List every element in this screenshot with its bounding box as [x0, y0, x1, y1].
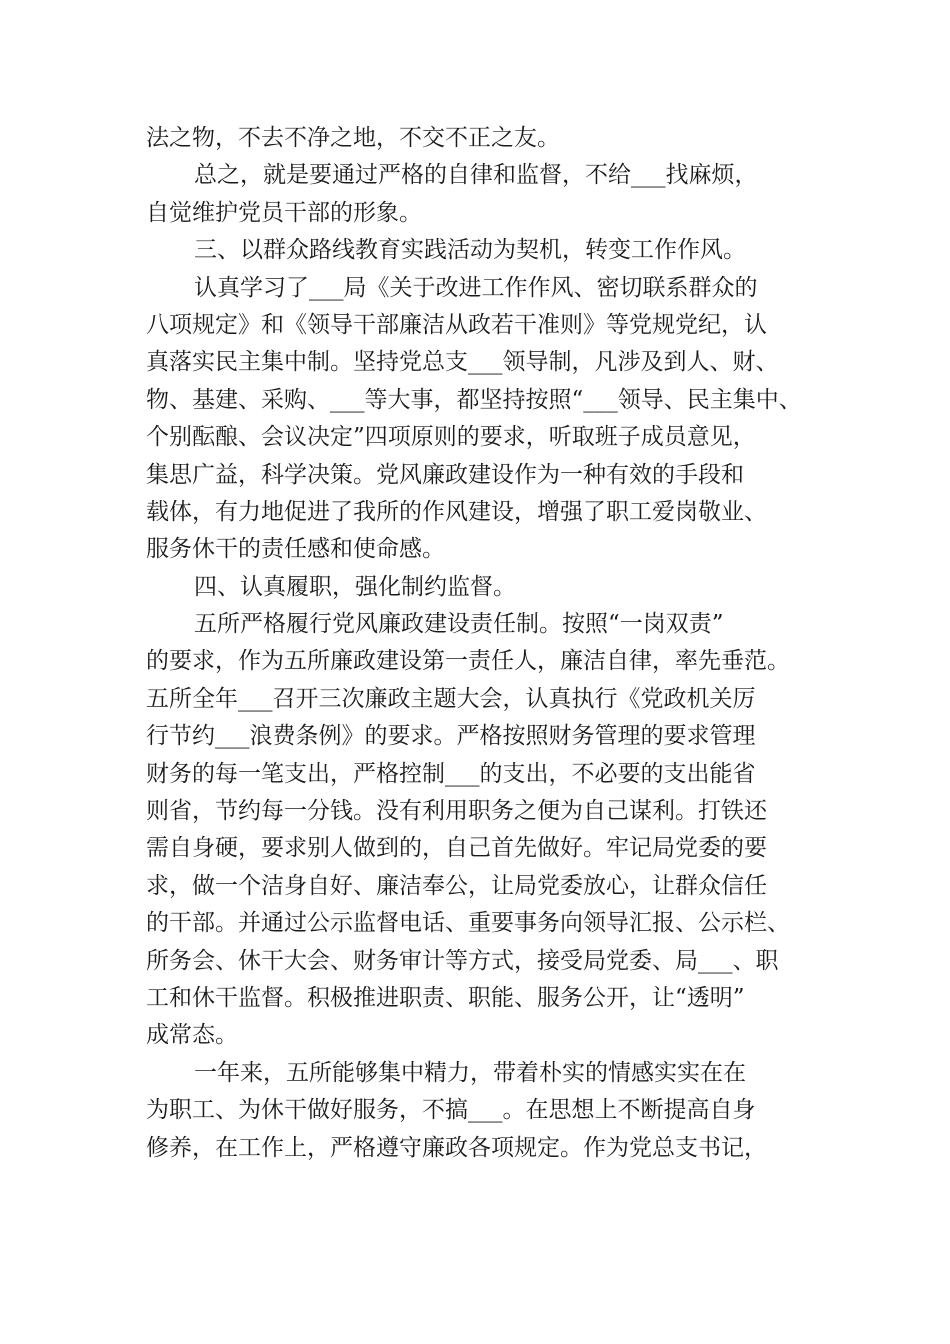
- text-line: 法之物，不去不净之地，不交不正之友。: [146, 125, 560, 151]
- text-line: 则省，节约每一分钱。没有利用职务之便为自己谋利。打铁还: [146, 798, 767, 825]
- text-line: 行节约___浪费条例》的要求。严格按照财务管理的要求管理: [146, 723, 756, 750]
- text-line: 修养，在工作上，严格遵守廉政各项规定。作为党总支书记，: [146, 1134, 767, 1161]
- text-line: 工和休干监督。积极推进职责、职能、服务公开，让“透明”: [146, 984, 745, 1011]
- text-line: 成常态。: [146, 1022, 238, 1049]
- text-line: 求，做一个洁身自好、廉洁奉公，让局党委放心，让群众信任: [146, 872, 767, 899]
- text-line: 的要求，作为五所廉政建设第一责任人，廉洁自律，率先垂范。: [146, 648, 790, 675]
- text-line: 载体，有力地促进了我所的作风建设，增强了职工爱岗敬业、: [146, 498, 767, 525]
- text-line: 的干部。并通过公示监督电话、重要事务向领导汇报、公示栏、: [146, 910, 790, 937]
- text-line: 所务会、休干大会、财务审计等方式，接受局党委、局___、职: [146, 947, 779, 974]
- document-body: [146, 120, 818, 1167]
- text-line: 个别酝酿、会议决定”四项原则的要求，听取班子成员意见，: [146, 424, 756, 451]
- text-line: 八项规定》和《领导干部廉洁从政若干准则》等党规党纪，认: [146, 311, 767, 338]
- text-line: 总之，就是要通过严格的自律和监督，不给___找麻烦，: [194, 162, 758, 189]
- text-line: 服务休干的责任感和使命感。: [146, 536, 445, 563]
- text-line: 真落实民主集中制。坚持党总支___领导制，凡涉及到人、财、: [146, 349, 779, 376]
- text-line: 四、认真履职，强化制约监督。: [194, 573, 516, 600]
- text-line: 需自身硬，要求别人做到的，自己首先做好。牢记局党委的要: [146, 835, 767, 862]
- text-line: 一年来，五所能够集中精力，带着朴实的情感实实在在: [194, 1059, 746, 1086]
- text-line: 自觉维护党员干部的形象。: [146, 199, 422, 226]
- text-line: 为职工、为休干做好服务，不搞___。在思想上不断提高自身: [146, 1097, 756, 1124]
- text-line: 物、基建、采购、___等大事，都坚持按照“___领导、民主集中、: [146, 386, 802, 413]
- text-line: 五所全年___召开三次廉政主题大会，认真执行《党政机关厉: [146, 685, 756, 712]
- text-line: 财务的每一笔支出，严格控制___的支出，不必要的支出能省: [146, 760, 756, 787]
- text-line: 集思广益，科学决策。党风廉政建设作为一种有效的手段和: [146, 461, 744, 488]
- text-line: 认真学习了___局《关于改进工作作风、密切联系群众的: [194, 274, 758, 301]
- text-line: 三、以群众路线教育实践活动为契机，转变工作作风。: [194, 237, 746, 264]
- text-line: 五所严格履行党风廉政建设责任制。按照“一岗双责”: [194, 611, 724, 638]
